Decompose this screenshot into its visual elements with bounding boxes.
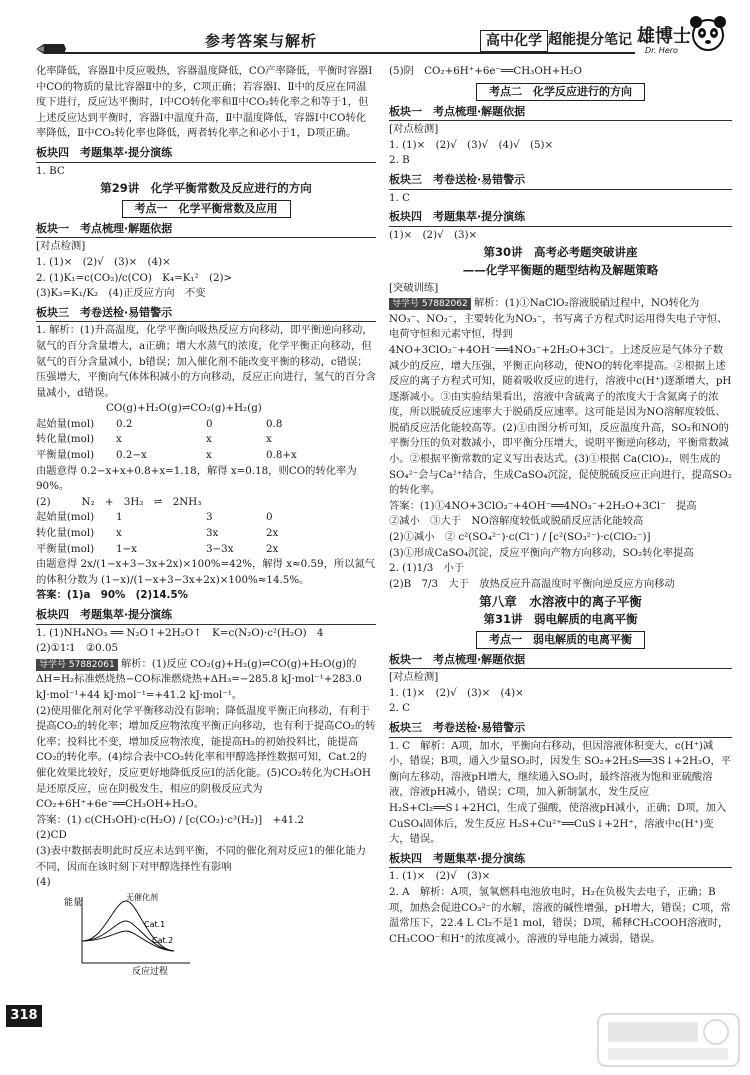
table-cell: 2x: [266, 542, 279, 555]
answer-line: 1. (1)NH₄NO₃ ══ N₂O↑+2H₂O↑ K=c(N₂O)·c²(H₂O) 4: [36, 626, 324, 639]
answer-line: 答案：(1)a 90% (2)14.5%: [36, 589, 188, 602]
chapter-title: 第八章 水溶液中的离子平衡: [479, 594, 642, 610]
table-cell: 0.8: [266, 417, 283, 430]
topic-label: 考点一 弱电解质的电离平衡: [476, 631, 645, 649]
topic-box: [36, 200, 376, 218]
table-cell: x: [206, 449, 212, 462]
section-heading: 板块三 考卷送检·易错警示: [389, 720, 732, 738]
table-cell: 起始量(mol): [36, 417, 95, 430]
subheading: [对点检测]: [36, 240, 86, 253]
guide-number-tag: 导学号 57882061: [36, 659, 118, 671]
answer-line: (1)× (2)√ (3)×: [389, 228, 478, 241]
section-heading: 板块三 考卷送检·易错警示: [36, 305, 376, 323]
answer-line: 答案：(1)①4NO+3ClO₂⁻+4OH⁻══4NO₃⁻+2H₂O+3Cl⁻ 提高: [389, 499, 697, 512]
explanation: 1. C 解析：A项，加水，平衡向右移动，但因溶液体积变大，c(H⁺)减小，错误；B项，通入少量SO₂时，因发生 SO₂+2H₂S══3S↓+2H₂O，平衡向左移动，溶液pH增大，继续通入SO₂时，最终溶液为饱和亚硫酸溶液，溶液pH减小，错误；C项，加入新制氯水，发生反应 H₂S+Cl₂══S↓+2HCl，生成了强酸，使溶液pH减小，正确；D项，加入CuSO₄固体后，发生反应 H₂S+Cu²⁺══CuS↓+2H⁺，溶液中c(H⁺)变大，错误。: [389, 739, 732, 846]
table-row: [36, 448, 376, 464]
table-row: [36, 432, 376, 448]
table-cell: 0.8+x: [266, 449, 297, 462]
section-heading: 板块一 考点梳理·解题依据: [36, 221, 376, 239]
answer-line: (3)K₃=K₁/K₂ (4)正反应方向 不变: [36, 287, 206, 300]
table-cell: x: [116, 527, 122, 540]
paragraph: 化率降低，容器Ⅱ中反应吸热，容器温度降低，CO产率降低，平衡时容器Ⅰ中CO的物质的量比容器Ⅱ中的多，C项正确；若容器Ⅰ、Ⅱ中的反应在同温度下进行，反应达平衡时，Ⅰ中CO转化率和Ⅱ中CO₂转化率之和等于1，但上述反应达到平衡时，容器Ⅰ中温度升高，Ⅱ中温度降低，容器Ⅰ中CO转化率降低，Ⅱ中CO₂转化率也降低，两者转化率之和必小于1，D项正确。: [36, 65, 373, 140]
answer-line: 2. C: [389, 702, 410, 715]
explanation: [36, 657, 376, 704]
curve-label: 无催化剂: [126, 892, 158, 902]
table-cell: 1: [116, 511, 123, 524]
subject-badge: 高中化学: [480, 30, 548, 52]
table-cell: 0.2−x: [116, 449, 147, 462]
answer-line: (5)阴 CO₂+6H⁺+6e⁻══CH₃OH+H₂O: [389, 65, 582, 77]
table-cell: 转化量(mol): [36, 433, 95, 446]
subheading: [对点检测]: [389, 671, 439, 684]
answer-line: (3)表中数据表明此时反应未达到平衡，不同的催化剂对反应1的催化能力不同，因而在该时刻下对甲醇选择性有影响: [36, 844, 367, 873]
left-column: [36, 64, 376, 980]
x-axis-label: 反应过程: [132, 966, 169, 975]
section-heading: 板块四 考题集萃·提分演练: [36, 607, 376, 625]
answer-line: 1. (1)× (2)√ (3)×: [389, 870, 491, 883]
curve-label: Cat.2: [152, 935, 174, 945]
answer-line: 1. C: [389, 191, 410, 204]
subheading: [对点检测]: [389, 123, 439, 136]
answer-line: (4): [36, 876, 51, 889]
answer-line: (3)①形成CaSO₄沉淀，反应平衡向产物方向移动，SO₂转化率提高: [389, 546, 694, 559]
brand-logo-text: 雄博士: [637, 26, 691, 47]
table-cell: 3−3x: [206, 542, 234, 555]
watermark-logo: [596, 1010, 741, 1070]
running-title: 参考答案与解析: [205, 32, 318, 50]
table-cell: 3x: [206, 527, 219, 540]
topic-label: 考点二 化学反应进行的方向: [476, 83, 645, 101]
answer-line: (2)①1∶1 ②0.05: [36, 642, 119, 655]
table-row: [36, 542, 376, 558]
explanation: [389, 296, 732, 499]
table-cell: 平衡量(mol): [36, 542, 95, 555]
lecture-subtitle: ——化学平衡题的题型结构及解题策略: [462, 262, 659, 277]
explanation-text: 解析：(1)①NaClO₂溶液脱硝过程中，NO转化为NO₃⁻、NO₂⁻，主要转化为NO₃⁻，书写离子方程式时运用得失电子守恒、电荷守恒和元素守恒，得到 4NO+3ClO₂⁻+4OH⁻══4NO₃⁻+2H₂O+3Cl⁻。上述反应是气体分子数减少的反应，增大压强，平衡正向移动，使NO的转化率提高。②根据上述反应的离子方程式可知，随着吸收反应的进行，溶液中c(H⁺)逐渐增大，pH逐渐减小。③由实验结果看出，溶液中含硫离子的浓度大于含氮离子的浓度，所以脱硫反应速率大于脱硝反应速率。这可能是因为NO溶解度较低、脱硝反应活化能较高等。(2)①由图分析可知，反应温度升高，SO₂和NO的平衡分压的负对数减小，即平衡分压增大，说明平衡逆向移动，平衡常数减小。②根据平衡常数的定义写出表达式。(3)①根据 Ca(ClO)₂，则生成的SO₄²⁻会与Ca²⁺结合，生成CaSO₄沉淀，促使脱硫反应正向进行，提高SO₂的转化率。: [389, 297, 732, 497]
explanation: 由题意得 0.2−x+x+0.8+x=1.18，解得 x=0.18，则CO的转化率为90%。: [36, 464, 357, 493]
topic-box: [389, 83, 732, 101]
answer-line: ②减小 ③大于 NO溶解度较低或脱硝反应活化能较高: [389, 515, 644, 528]
panda-logo-icon: [688, 14, 728, 54]
table-cell: 0.2: [116, 417, 133, 430]
lecture-title: 第29讲 化学平衡常数及反应进行的方向: [100, 181, 312, 196]
table-row: [36, 526, 376, 542]
explanation: 由题意得 2x/(1−x+3−3x+2x)×100%=42%，解得 x≈0.59，所以氮气的体积分数为 (1−x)/(1−x+3−3x+2x)×100%≈14.5%。: [36, 558, 376, 586]
equilibrium-table-1: [36, 417, 376, 464]
page-number: 318: [6, 1005, 42, 1027]
lecture-title: 第31讲 弱电解质的电离平衡: [483, 612, 638, 626]
answer-line: 答案：(1) c(CH₃OH)·c(H₂O) / [c(CO₂)·c³(H₂)] +41.2: [36, 813, 305, 826]
table-cell: 转化量(mol): [36, 527, 95, 540]
explanation: 1. 解析：(1)升高温度，化学平衡向吸热反应方向移动，即平衡逆向移动，氨气的百分含量增大，a正确；增大水蒸气的浓度，化学平衡正向移动，但氨气的百分含量减小，b错误；加入催化剂不能改变平衡的移动，c错误；压强增大，平衡向气体体积减小的方向移动，反应正向进行，氢气的百分含量减小，d错误。: [36, 324, 376, 399]
energy-profile-graph: [64, 893, 194, 975]
answer-line: (2)B 7/3 大于 放热反应升高温度时平衡向逆反应方向移动: [389, 577, 675, 590]
answer-line: 1. BC: [36, 164, 65, 177]
table-cell: 2x: [266, 527, 279, 540]
section-heading: 板块一 考点梳理·解题依据: [389, 104, 732, 122]
equation: CO(g)+H₂O(g)⇌CO₂(g)+H₂(g): [106, 402, 262, 415]
topic-label: 考点一 化学平衡常数及应用: [122, 200, 291, 218]
answer-line: 2. (1)K₁=c(CO₂)/c(CO) K₄=K₁² (2)>: [36, 271, 233, 284]
table-cell: 0: [266, 511, 273, 524]
table-cell: x: [266, 433, 272, 446]
table-cell: x: [116, 433, 122, 446]
table-cell: 平衡量(mol): [36, 449, 95, 462]
table-cell: 0: [206, 417, 213, 430]
curve-label: Cat.1: [144, 919, 166, 929]
answer-line: (2)CD: [36, 829, 67, 842]
answer-line: 2. (1)1/3 小于: [389, 562, 465, 575]
explanation-text: 解析：(1)反应 CO₂(g)+H₂(g)⇌CO(g)+H₂O(g)的ΔH=H₂标准燃烧热−CO标准燃烧热+ΔH₃=−285.8 kJ·mol⁻¹+283.0 kJ·mol⁻¹+44 kJ·mol⁻¹=+41.2 kJ·mol⁻¹。: [36, 657, 362, 701]
topic-box: [389, 631, 732, 649]
table-row: [36, 417, 376, 433]
brand-subtitle: Dr. Hero: [645, 46, 678, 55]
section-heading: 板块一 考点梳理·解题依据: [389, 652, 732, 670]
answer-line: 1. (1)× (2)√ (3)× (4)×: [36, 255, 171, 268]
right-column: [389, 64, 732, 947]
section-heading: 板块四 考题集萃·提分演练: [389, 209, 732, 227]
explanation: (2)使用催化剂对化学平衡移动没有影响；降低温度平衡正向移动，有利于提高CO₂的转化率；增加反应物浓度平衡正向移动，也有利于提高CO₂的转化率；投料比不变，增加反应物浓度，能提高H₂的初始投料比，能提高CO₂的转化率。(4)综合表中CO₂转化率和甲醇选择性数据可知，Cat.2的催化效果比较好，反应更好地降低反应Ⅰ的活化能。(5)CO₂转化为CH₃OH是还原反应，应在阴极发生，相应的阴极反应式为 CO₂+6H⁺+6e⁻══CH₃OH+H₂O。: [36, 704, 376, 811]
subheading: [突破训练]: [389, 281, 439, 294]
y-axis-label: 能量: [64, 897, 83, 908]
answer-line: 1. (1)× (2)√ (3)× (4)×: [389, 686, 524, 699]
section-heading: 板块四 考题集萃·提分演练: [36, 145, 376, 163]
table-cell: 起始量(mol): [36, 511, 95, 524]
equilibrium-table-2: [36, 510, 376, 557]
series-name: 超能提分笔记: [548, 32, 632, 48]
page-header: [0, 0, 750, 60]
lecture-title: 第30讲 高考必考题突破讲座: [483, 245, 638, 260]
table-cell: 3: [206, 511, 213, 524]
table-row: [36, 510, 376, 526]
answer-line: 1. (1)× (2)√ (3)√ (4)√ (5)×: [389, 138, 554, 151]
answer-line: (2)①减小 ② c²(SO₄²⁻)·c(Cl⁻) / [c²(SO₃²⁻)·c(ClO₂⁻)]: [389, 531, 651, 544]
table-cell: x: [206, 433, 212, 446]
table-cell: 1−x: [116, 542, 137, 555]
section-heading: 板块三 考卷送检·易错警示: [389, 172, 732, 190]
header-rule: [52, 52, 635, 54]
explanation: 2. A 解析：A项，氢氧燃料电池放电时，H₂在负极失去电子，正确；B项，加热会促进CO₃²⁻的水解，溶液的碱性增强，pH增大，错误；C项，常温常压下，22.4 L Cl₂不是1 mol，错误；D项，稀释CH₃COOH溶液时，CH₃COO⁻和H⁺的浓度减小，溶液的导电能力减弱，错误。: [389, 885, 731, 945]
equation: (2) N₂ + 3H₂ ⇌ 2NH₃: [36, 495, 202, 508]
section-heading: 板块四 考题集萃·提分演练: [389, 851, 732, 869]
answer-line: 2. B: [389, 154, 410, 167]
guide-number-tag: 导学号 57882062: [389, 298, 471, 310]
